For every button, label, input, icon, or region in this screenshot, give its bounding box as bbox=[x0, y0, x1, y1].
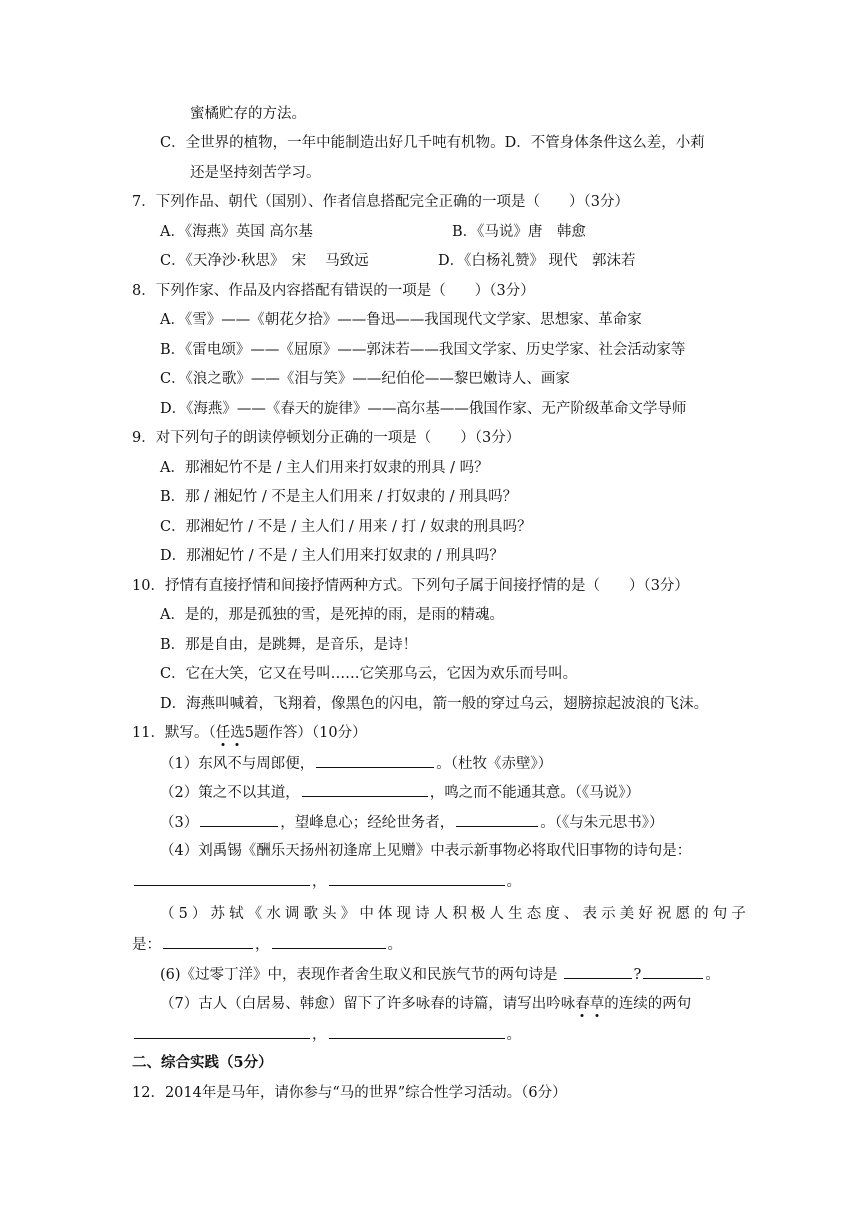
fill-item-5-answer bbox=[132, 934, 402, 955]
item-text: 。（杜牧《赤壁》） bbox=[436, 756, 553, 772]
emphasis-char: 选 bbox=[230, 725, 245, 741]
answer-blank[interactable] bbox=[134, 1024, 310, 1039]
option-d: D．海燕叫喊着，飞翔着，像黑色的闪电，箭一般的穿过乌云，翅膀掠起波浪的飞沫。 bbox=[160, 696, 709, 712]
answer-blank[interactable] bbox=[134, 871, 310, 886]
section-heading: 二、综合实践（5分） bbox=[132, 1054, 273, 1071]
answer-blank[interactable] bbox=[272, 934, 386, 949]
question-9: 9．对下列句子的朗读停顿划分正确的一项是（ ）（3分） bbox=[132, 430, 521, 446]
answer-blank[interactable] bbox=[456, 812, 538, 827]
option-b: B．那 / 湘妃竹 / 不是主人们用来 / 打奴隶的 / 刑具吗？ bbox=[160, 489, 518, 505]
fill-item-4: （4）刘禹锡《酬乐天扬州初逢席上见赠》中表示新事物必将取代旧事物的诗句是： bbox=[160, 843, 692, 859]
option-b: B．那是自由，是跳舞，是音乐，是诗！ bbox=[160, 637, 418, 653]
option-d: D．《海燕》——《春天的旋律》——高尔基——俄国作家、无产阶级革命文学导师 bbox=[160, 401, 687, 417]
item-text: （7）古人（白居易、韩愈）留下了许多咏春的诗篇，请写出吟咏 bbox=[160, 996, 576, 1012]
line-text: 还是坚持刻苦学习。 bbox=[190, 165, 321, 181]
answer-blank[interactable] bbox=[302, 782, 428, 797]
option-a: A．《雪》——《朝花夕拾》——鲁迅——我国现代文学家、思想家、革命家 bbox=[160, 312, 642, 328]
answer-blank[interactable] bbox=[329, 1024, 505, 1039]
item-text: 。（《与朱元思书》） bbox=[540, 815, 664, 831]
option-b: B．《雷电颂》——《屈原》——郭沫若——我国文学家、历史学家、社会活动家等 bbox=[160, 342, 686, 358]
option-d: D．《白杨礼赞》 现代 郭沫若 bbox=[438, 253, 636, 269]
fill-item-2 bbox=[160, 782, 640, 803]
q11-suffix: 5题作答）（10分） bbox=[244, 725, 367, 741]
item-text: ，望峰息心；经纶世务者， bbox=[280, 815, 455, 831]
item-text: ， bbox=[255, 937, 270, 953]
answer-blank[interactable] bbox=[316, 753, 434, 768]
question-10: 10．抒情有直接抒情和间接抒情两种方式。下列句子属于间接抒情的是（ ）（3分） bbox=[132, 578, 689, 594]
q11-prefix: 11．默写。（ bbox=[132, 725, 216, 741]
emphasis-char: 春 bbox=[575, 996, 590, 1012]
option-d: D．那湘妃竹 / 不是 / 主人们用来打奴隶的 / 刑具吗？ bbox=[160, 548, 504, 564]
option-a: A．那湘妃竹不是 / 主人们用来打奴隶的刑具 / 吗？ bbox=[160, 460, 489, 476]
fill-item-3 bbox=[160, 812, 663, 833]
item-text: ，鸣之而不能通其意。（《马说》） bbox=[429, 785, 640, 801]
option-c: C．《浪之歌》——《泪与笑》——纪伯伦——黎巴嫩诗人、画家 bbox=[160, 371, 570, 387]
item-text: ， bbox=[312, 874, 327, 890]
answer-blank[interactable] bbox=[163, 934, 253, 949]
item-text: (6)《过零丁洋》中，表现作者舍生取义和民族气节的两句诗是 bbox=[160, 967, 558, 983]
item-text: 是： bbox=[132, 937, 161, 953]
question-12: 12．2014年是马年，请你参与“马的世界”综合性学习活动。（6分） bbox=[132, 1085, 567, 1101]
item-text: （2）策之不以其道， bbox=[160, 785, 300, 801]
emphasis-char: 任 bbox=[215, 725, 231, 741]
answer-blank[interactable] bbox=[643, 964, 703, 979]
line-text: 蜜橘贮存的方法。 bbox=[190, 106, 306, 122]
option-b: B．《马说》唐 韩愈 bbox=[452, 224, 586, 240]
item-text: 。 bbox=[506, 874, 521, 890]
answer-blank[interactable] bbox=[564, 964, 632, 979]
item-text: 。 bbox=[506, 1027, 521, 1043]
question-8: 8．下列作家、作品及内容搭配有错误的一项是（ ）（3分） bbox=[132, 283, 535, 299]
fill-item-4-answer bbox=[132, 871, 521, 892]
item-text: （1）东风不与周郎便， bbox=[160, 756, 315, 772]
question-11 bbox=[132, 723, 367, 743]
item-text: ， bbox=[312, 1027, 327, 1043]
fill-item-1 bbox=[160, 753, 552, 774]
item-text: 。 bbox=[387, 937, 402, 953]
option-c: C．那湘妃竹 / 不是 / 主人们 / 用来 / 打 / 奴隶的刑具吗？ bbox=[160, 519, 532, 535]
option-c: C．《天净沙·秋思》 宋 马致远 bbox=[160, 253, 369, 269]
item-text: （3） bbox=[160, 815, 199, 831]
item-text: 。 bbox=[705, 967, 720, 983]
fill-item-7-answer bbox=[132, 1024, 521, 1045]
option-a: A．《海燕》英国 高尔基 bbox=[160, 224, 313, 240]
option-c: C．它在大笑，它又在号叫……它笑那乌云，它因为欢乐而号叫。 bbox=[160, 666, 578, 682]
fill-item-6 bbox=[160, 964, 720, 985]
answer-blank[interactable] bbox=[200, 812, 278, 827]
question-7: 7．下列作品、朝代（国别）、作者信息搭配完全正确的一项是（ ）（3分） bbox=[132, 194, 629, 210]
line-text: C．全世界的植物，一年中能制造出好几千吨有机物。D．不管身体条件这么差，小莉 bbox=[160, 135, 705, 151]
answer-blank[interactable] bbox=[329, 871, 505, 886]
item-text: 的连续的两句 bbox=[604, 996, 692, 1012]
item-text: ? bbox=[633, 967, 642, 983]
fill-item-7 bbox=[160, 994, 691, 1014]
emphasis-char: 草 bbox=[589, 996, 605, 1012]
option-a: A．是的，那是孤独的雪，是死掉的雨，是雨的精魂。 bbox=[160, 607, 504, 623]
fill-item-5: （5）苏轼《水调歌头》中体现诗人积极人生态度、表示美好祝愿的句子 bbox=[160, 906, 750, 922]
